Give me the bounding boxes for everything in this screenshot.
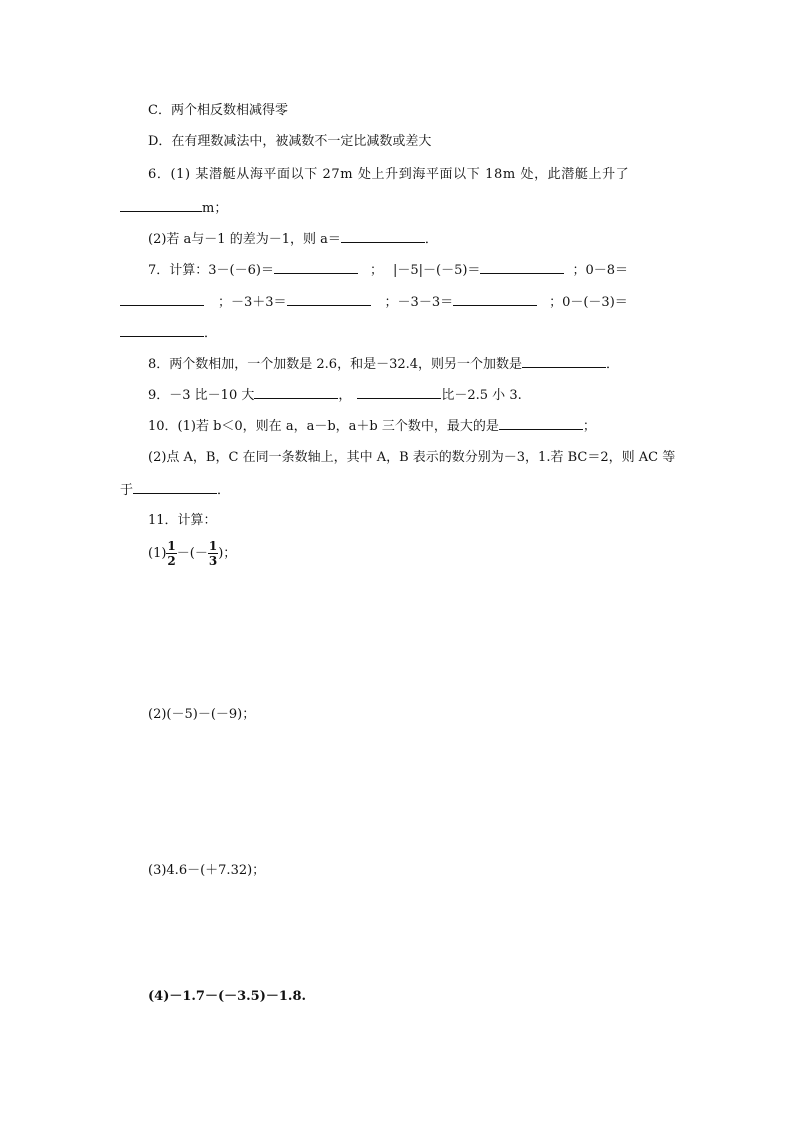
question-11-part-4: (4)－1.7－(－3.5)－1.8. xyxy=(148,989,307,1004)
question-6-text: 6．(1) 某潜艇从海平面以下 27m 处上升到海平面以下 18m 处，此潜艇上升了 xyxy=(148,167,630,182)
answer-blank[interactable] xyxy=(120,198,202,212)
unit-label: m； xyxy=(202,201,228,216)
question-text: 10．(1)若 b＜0，则在 a，a－b，a＋b 三个数中，最大的是 xyxy=(148,419,499,434)
question-6-part-2 xyxy=(148,229,438,249)
denominator: 3 xyxy=(208,554,218,568)
answer-blank[interactable] xyxy=(480,260,564,274)
answer-blank[interactable] xyxy=(453,292,537,306)
question-text: (2)若 a与－1 的差为－1，则 a＝ xyxy=(148,232,341,247)
numerator: 1 xyxy=(208,539,218,553)
question-8 xyxy=(148,354,619,374)
answer-blank[interactable] xyxy=(120,292,204,306)
answer-blank[interactable] xyxy=(357,385,441,399)
question-text: 8．两个数相加，一个加数是 2.6，和是－32.4，则另一个加数是 xyxy=(148,357,523,372)
question-10-part-1 xyxy=(148,416,596,436)
question-text: ；－3＋3＝ xyxy=(218,295,287,310)
option-c: C．两个相反数相减得零 xyxy=(148,103,288,118)
punctuation: ， xyxy=(338,388,352,403)
question-9 xyxy=(148,385,522,405)
answer-blank[interactable] xyxy=(133,480,217,494)
denominator: 2 xyxy=(167,554,176,568)
question-6-part-1-answer xyxy=(120,198,227,218)
question-7-line-1 xyxy=(148,260,628,280)
question-11-part-1 xyxy=(148,537,236,571)
question-text: 7．计算：3－(－6)＝ xyxy=(148,263,274,278)
question-text: |－5|－(－5)＝ xyxy=(392,263,481,278)
answer-blank[interactable] xyxy=(274,260,358,274)
question-7-line-2 xyxy=(120,292,628,312)
answer-blank[interactable] xyxy=(287,292,371,306)
question-text: 比－2.5 小 3. xyxy=(441,388,522,403)
question-10-part-2-answer xyxy=(120,480,230,500)
answer-blank[interactable] xyxy=(522,354,606,368)
question-7-line-3 xyxy=(120,323,217,343)
punctuation: ． xyxy=(204,326,218,341)
option-d: D．在有理数减法中，被减数不一定比减数或差大 xyxy=(148,134,432,149)
part-label: (1) xyxy=(148,546,167,561)
numerator: 1 xyxy=(167,539,176,553)
punctuation: ． xyxy=(217,483,231,498)
question-11-title: 11．计算： xyxy=(148,513,217,528)
question-text: ；－3－3＝ xyxy=(384,295,454,310)
punctuation: ； xyxy=(369,263,383,278)
expression-text: －(－ xyxy=(176,546,208,561)
question-text: ；0－8＝ xyxy=(572,263,628,278)
punctuation: ； xyxy=(582,419,596,434)
punctuation: ． xyxy=(606,357,620,372)
expression-text: )； xyxy=(218,546,237,561)
question-6-part-1 xyxy=(148,166,672,184)
question-text: ；0－(－3)＝ xyxy=(549,295,628,310)
question-11-part-2: (2)(－5)－(－9)； xyxy=(148,707,256,722)
answer-blank[interactable] xyxy=(254,385,338,399)
question-10-part-2 xyxy=(148,449,675,467)
answer-blank[interactable] xyxy=(499,416,583,430)
answer-blank[interactable] xyxy=(341,229,425,243)
answer-blank[interactable] xyxy=(120,323,204,337)
question-11-part-3: (3)4.6－(＋7.32)； xyxy=(148,863,266,878)
fraction-one-half xyxy=(166,539,176,568)
fraction-one-third xyxy=(208,539,218,568)
question-text: 9．－3 比－10 大 xyxy=(148,388,255,403)
punctuation: ． xyxy=(424,232,438,247)
question-text: (2)点 A，B，C 在同一条数轴上，其中 A，B 表示的数分别为－3，1.若 BC＝2，则 AC 等 xyxy=(148,450,676,465)
question-text: 于 xyxy=(120,483,134,498)
